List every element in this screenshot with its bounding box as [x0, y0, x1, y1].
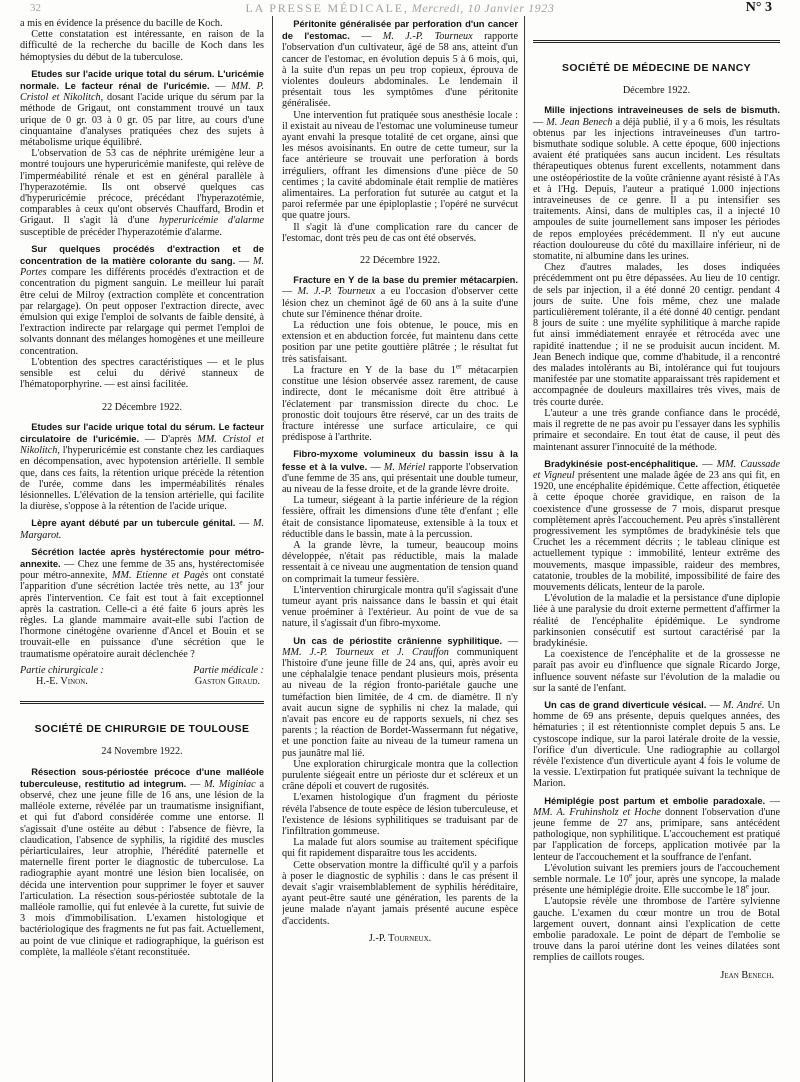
- paragraph-text: L'intervention chirurgicale montra qu'il s'agissait d'une tumeur ayant pris naissance dans le bassin et qui était venue proéminer à l'extérieur. Au point de vue de sa nature, il s'agissait d'un fibro-myxome.: [282, 584, 518, 630]
- paragraph-text: La réduction une fois obtenue, le pouce, mis en extension et en abduction forcée, fut maintenu dans cette position par une petite gouttière plâtrée ; le résultat fut très satisfaisant.: [282, 320, 518, 365]
- article-title: Mille injections intraveineuses de sels de bismuth.: [544, 104, 780, 116]
- paragraph-text: Il s'agit là d'une complication rare du cancer de l'estomac, dont très peu de cas ont été observés.: [282, 221, 518, 244]
- paragraph-text: présentent une malade âgée de 23 ans qui fit, en 1920, une encéphalite épidémique. Cette affection, étiquetée à cette époque chorée gravidique, en raison de la coexistence d'une grossesse de 7 mois, disparut presque complètement après l'accouchement. Peu après s'installèrent progressivement les symptômes de bradykinésie tels que Cruchet les a récemment décrits ; le tableau clinique est actuellement typique : immobilité, lenteur extrême des mouvements, masque impassible, raideur des membres, catatonie, troubles de la mobilité, impossibilité de faire des mouvements délicats, lenteur de la parole.: [533, 469, 780, 593]
- article-paragraph: [20, 68, 264, 148]
- journal-masthead: [0, 1, 800, 16]
- article-title: Résection sous-périostée précoce d'une malléole tuberculeuse, restitutio ad integrum.: [20, 765, 264, 789]
- section-signatures: [20, 665, 264, 687]
- paragraph-text: , dosant l'acide urique du sérum par la méthode de Grigaut, ont constamment trouvé un taux urique de 0 gr. 03 à 0 gr. 05 par litre, au cours d'une cinquantaine d'analyses pratiquées chez des sujets à métabolisme urique équilibré.: [20, 92, 264, 149]
- paragraph-text: jour.: [748, 885, 770, 897]
- article-paragraph: [282, 792, 518, 837]
- paragraph-text: jour, après une syncope, la malade présente une hémiplégie droite. Elle succombe le 18: [533, 874, 780, 897]
- paragraph-text: Cette observation montre la difficulté qu'il y a parfois à poser le diagnostic de syphilis : dans le cas présent il devait s'agir vraisemblablement de syphilis héréditaire, ayant peut-être sauté une génération, les parents de la jeune malade n'ayant jamais présenté aucune espèce d'accidents.: [282, 859, 518, 927]
- paragraph-text: La tumeur, siégeant à la partie inférieure de la région fessière, offrait les dimensions d'une tête d'enfant ; elle était de consistance lipomateuse, extensible à la toux et réductible dans le bassin, mate à la percussion.: [282, 495, 518, 540]
- article-title: Hémiplégie post partum et embolie paradoxale.: [544, 794, 766, 806]
- article-paragraph: [533, 408, 780, 453]
- article-paragraph: [282, 837, 518, 859]
- column-rule: [524, 16, 525, 1082]
- paragraph-text: rapporte l'observation d'une femme de 35 ans, qui présentait une double tumeur, au niveau de la fesse droite, et de la grande lèvre droite.: [282, 461, 518, 495]
- paragraph-text: Chez d'autres malades, les doses indiquées précédemment ont pu être dépassées. Au lieu de 10 centigr. de sels par injection, il a été donné 20 centigr. pendant 4 jours de suite. Une fois même, chez une malade particulièrement tolérante, il a été donné 40 centigr. pendant 8 jours de suite : une myélite syphilitique à marche rapide fut ainsi immédiatement enrayée et rétrocéda avec une rapidité inattendue ; il ne se produisit aucun incident. M. Jean Benech indique que, comme d'habitude, il a rencontré des malades intolérants au Bi, intolérance qui fut toujours manifestée par une stomatite apparaissant très rapidement et accompagnée de douleurs maxillaires très vives, mais de très courte durée.: [533, 262, 780, 408]
- session-date: 22 Décembre 1922.: [101, 401, 183, 413]
- article-title: Fracture en Y de la base du premier métacarpien.: [293, 274, 518, 286]
- article-title: Bradykinésie post-encéphalitique.: [544, 457, 699, 469]
- paragraph-text: communiquent l'histoire d'une jeune fille de 24 ans, qui, après avoir eu une céphalalgie tenace pendant plusieurs mois, présenta au niveau de la région fronto-pariétale gauche une tuméfaction bien limitée, de 4 cm. de diamètre. Il n'y avait aucun signe de syphilis ni chez la malade, qui n'avait pas encore eu de rapports sexuels, ni chez ses parents ; la réaction de Bordet-Wassermann fut négative, et une ponction faite au niveau de la tumeur ramena un pus jaunâtre mal lié.: [282, 646, 518, 759]
- column-3: [533, 18, 780, 1078]
- article-paragraph: [282, 274, 518, 320]
- article-paragraph: [533, 699, 780, 790]
- column-rule: [272, 16, 273, 1082]
- paragraph-text: Un homme de 69 ans présente, depuis quelques années, des hématuries ; il est rétentionniste complet depuis 5 ans. Le cystoscope indique, sur la paroi latérale droite de la vessie, l'orifice d'un diverticule. Une radiographie au collargol révèle l'existence d'un diverticule ayant 4 fois le volume de la vessie. L'extirpation fut pratiquée suivant la technique de Marion.: [533, 699, 780, 790]
- article-title: Fibro-myxome volumineux du bassin issu à la fesse et à la vulve.: [282, 448, 518, 472]
- paragraph-text: —: [533, 116, 547, 128]
- article-title: Sur quelques procédés d'extraction et de concentration de la matière colorante du sang.: [20, 242, 264, 267]
- article-paragraph: [533, 863, 780, 897]
- paragraph-text: —: [282, 286, 298, 298]
- article-authors: MM. J.-P. Tourneux et J. Crauffon: [282, 646, 449, 658]
- paragraph-text: —: [209, 81, 232, 93]
- article-paragraph: [533, 593, 780, 649]
- signature-label: Partie chirurgicale :: [20, 664, 104, 676]
- session-date: 24 Novembre 1922.: [101, 746, 183, 758]
- article-paragraph: [20, 766, 264, 958]
- superscript: e: [628, 871, 633, 880]
- article-authors: MM. Etienne et Pagès: [111, 570, 209, 582]
- article-paragraph: [20, 29, 264, 63]
- article-paragraph: [282, 635, 518, 759]
- column-2: [282, 18, 518, 1078]
- paragraph-text: L'observation de 53 cas de néphrite urémigène leur a montré toujours une hyperuricémie manifeste, qui relève de l'imperméabilité rénale et est en général parallèle à l'hyperazotémie. Ils ont observé quelques cas d'hyperuricémie précoce, précédant l'hyperazotémie, comparables à ceux qu'ont observés Chauffard, Brodin et Grigaut. Il s'agit là d'une: [20, 148, 264, 227]
- session-date: Décembre 1922.: [622, 85, 691, 97]
- issue-number: N° 3: [745, 0, 772, 15]
- paragraph-text: —: [698, 458, 717, 470]
- paragraph-text: susceptible de précéder l'hyperazotémie d'alarme.: [20, 226, 222, 238]
- article-title: Etudes sur l'acide urique total du sérum. Le facteur circulatoire de l'uricémie.: [20, 420, 264, 444]
- article-authors: M. André.: [722, 699, 765, 711]
- article-paragraph: [533, 795, 780, 863]
- paragraph-text: L'obtention des spectres caractéristiques — et le plus sensible est celui du dérivé stanneux de l'hématoporphyrine. — est ainsi facilitée.: [20, 356, 264, 391]
- paragraph-text: Cette constatation est intéressante, en raison de la difficulté de la recherche du bacille de Koch dans les hémoptysies du début de la tuberculose.: [20, 29, 264, 63]
- issue-date: Mercredi, 10 Janvier 1923: [411, 1, 555, 15]
- paragraph-text: ont constaté l'apparition d'une sécrétion lactée très nette, au 13: [20, 570, 264, 593]
- article-authors: MM. P. Cristol et Nikolitch: [20, 81, 264, 104]
- article-title: Lèpre ayant débuté par un tubercule génital.: [31, 517, 236, 529]
- article-authors: M. Margarot.: [20, 518, 264, 541]
- paragraph-text: La fracture en Y de la base du 1: [293, 364, 457, 376]
- signature-block: [20, 665, 142, 687]
- article-paragraph: [282, 362, 518, 444]
- superscript: er: [456, 362, 462, 371]
- signature: J.-P. Tourneux.: [368, 932, 432, 944]
- article-authors: MM. Caussade et Vigneul: [533, 458, 780, 481]
- paragraph-text: La coexistence de l'encéphalite et de la grossesse ne paraît pas avoir eu d'influence que signale Ricardo Jorge, influence souvent néfaste sur l'évolution de la maladie ou sur la santé de l'enfant.: [533, 649, 780, 694]
- signature-name: Gaston Giraud.: [194, 675, 260, 687]
- paragraph-text: La malade fut alors soumise au traitement spécifique qui fit rapidement disparaître tous les accidents.: [282, 837, 518, 860]
- article-paragraph: [533, 649, 780, 694]
- paragraph-text: —: [706, 699, 723, 711]
- article-paragraph: [20, 243, 264, 357]
- article-paragraph: [20, 18, 264, 29]
- article-paragraph: [20, 148, 264, 238]
- signature-label: Partie médicale :: [193, 664, 264, 676]
- article-authors: M. Miginiac: [204, 778, 256, 790]
- paragraph-text: a eu l'occasion d'observer cette lésion chez un cheminot âgé de 60 ans à la suite d'une chute sur l'éminence thénar droite.: [282, 286, 518, 320]
- article-paragraph: [20, 357, 264, 391]
- article-title: Un cas de grand diverticule vésical.: [544, 698, 707, 710]
- paragraph-text: L'autopsie révèle une thrombose de l'artère sylvienne gauche. L'examen du cœur montre un trou de Botal largement ouvert, donnant ainsi l'explication de cette embolie paradoxale. Le point de départ de l'embolie se trouve dans la paroi utérine dont les veines dilatées sont remplies de caillots rouges.: [533, 896, 780, 964]
- paragraph-text: —: [235, 256, 253, 268]
- superscript: e: [239, 578, 243, 587]
- journal-name: LA PRESSE MÉDICALE,: [245, 1, 409, 15]
- article-paragraph: [282, 860, 518, 927]
- paragraph-text: —: [349, 31, 383, 43]
- article-title: Sécrétion lactée après hystérectomie pour métro-annexite.: [20, 545, 264, 569]
- paragraph-text: , l'hyperuricémie est constante chez les cardiaques en décompensation, avec hypotension artérielle. Il semble que, dans ces faits, la rétention urique précède la rétention de l'urée, comme dans les imperméabilités rénales lésionnelles. L'élévation de la tension artérielle, qui facilite la diurèse, s'oppose à la rétention de l'acide urique.: [20, 445, 264, 513]
- article-paragraph: [533, 262, 780, 408]
- paragraph-text: a observé, chez une jeune fille de 16 ans, une lésion de la malléole externe, révélée par un traumatisme insignifiant, et qui fut d'abord considérée comme une entorse. Il s'agissait d'une ostéite au début : l'absence de fièvre, la claudication, l'absence de syphilis, la rigidité des muscles périarticulaires, leur atrophie, l'hérédité paternelle et maternelle firent porter le diagnostic de tuberculose. La radiographie ayant montré une lésion bien localisée, on décida une intervention pour supprimer le foyer et sauver l'articulation. La résection sous-périostée subtotale de la malléole ramollie, qui fut enlevée à la curette, fut suivie de 3 mois d'immobilisation. L'examen histologique et bactériologique des fragments ne fut pas fait. Actuellement, au point de vue clinique et radiographique, la guérison est complète, la malléole s'étant reconstituée.: [20, 778, 264, 958]
- paragraph-text: métacarpien constitue une lésion observée assez rarement, de cause indirecte, dont le mécanisme doit être attribué à l'éclatement par transmission directe du choc. Le pronostic doit toujours être réservé, car un des traits de fracture intéresse une surface articulaire, ce qui prédispose à l'arthrite.: [282, 364, 518, 444]
- paragraph-text: —: [367, 461, 384, 473]
- article-authors: M. Mériel: [383, 461, 426, 473]
- paragraph-text: —: [765, 795, 780, 807]
- society-heading: SOCIÉTÉ DE CHIRURGIE DE TOULOUSE: [20, 701, 264, 735]
- paragraph-text: rapporte l'observation d'un cultivateur, âgé de 58 ans, atteint d'un cancer de l'estomac, en évolution depuis 5 à 6 mois, qui, à la suite d'un repas un peu trop copieux, éprouva de violentes douleurs abdominales. Le lendemain il présentait tous les symptômes d'une péritonite généralisée.: [282, 31, 518, 110]
- article-authors: MM. A. Fruhinsholz et Hoche: [533, 806, 661, 818]
- paragraph-text: donnent l'observation d'une jeune femme de 27 ans, primipare, sans antécédent pathologique, non syphilitique. L'accouchement est pratiqué par l'application de forceps, application motivée par la lenteur de l'accouchement et la souffrance de l'enfant.: [533, 806, 780, 863]
- emphasis-text: hyperuricémie d'alarme: [159, 215, 264, 227]
- paragraph-text: Une exploration chirurgicale montra que la collection purulente siégeait entre un périoste dur et scléreux et un crâne dépoli et couvert de rugosités.: [282, 758, 518, 793]
- article-paragraph: [282, 18, 518, 110]
- article-title: Etudes sur l'acide urique total du sérum. L'uricémie normale. Le facteur rénal de l'uricémie.: [20, 67, 264, 92]
- article-paragraph: [20, 421, 264, 513]
- paragraph-text: —: [186, 778, 205, 790]
- paragraph-text: —: [235, 518, 253, 530]
- article-authors: MM. Cristol et Nikolitch: [20, 433, 264, 457]
- signature-name: H.-E. Vinon.: [36, 675, 88, 687]
- signature-block: [142, 665, 264, 687]
- paragraph-text: compare les différents procédés d'extraction et de concentration du pigment sanguin. Le meilleur lui paraît être celui de Milroy (extraction complète et concentration par relargage). On peut opposer l'extraction directe, avec émulsion qui exige l'emploi de solvants de faible densité, à l'extraction indirecte par relargage qui permet l'emploi de solvants donnant des mélanges homogènes et une meilleure concentration.: [20, 267, 264, 357]
- article-paragraph: [282, 585, 518, 630]
- page-number: 32: [30, 2, 41, 14]
- paragraph-text: Une intervention fut pratiquée sous anesthésie locale : il existait au niveau de l'estomac une volumineuse tumeur ayant envahi la presque totalité de cet organe, ainsi que les mésos avoisinants. En outre de cette tumeur, sur la face antérieure se trouvait une perforation à bords irréguliers, offrant les dimensions d'une pièce de 50 centimes ; la cavité abdominale était remplie de matières alimentaires. La perforation fut suturée au catgut et la paroi refermée par une épiploplastie ; l'opéré ne survécut que quatre jours.: [282, 109, 518, 222]
- signature: Jean Benech.: [720, 969, 774, 981]
- article-paragraph: [282, 320, 518, 365]
- column-1: [20, 18, 264, 1078]
- article-paragraph: [533, 896, 780, 963]
- article-paragraph: [533, 104, 780, 262]
- paragraph-text: jour après l'intervention. Ce fait est tout à fait exceptionnel après la castration. Celle-ci a été faite 6 jours après les règles. La glande mammaire avait-elle subi l'action de l'hormone cinétogène ovarienne d'Ancel et Bouin et se trouvait-elle en puissance d'une sécrétion que le traumatisme opératoire aurait déclenchée ?: [20, 581, 264, 660]
- article-paragraph: [20, 517, 264, 540]
- paragraph-text: L'examen histologique d'un fragment du périoste révéla l'absence de toute espèce de lésion tuberculeuse, et l'existence de lésions syphilitiques se traduisant par de l'infiltration gommeuse.: [282, 792, 518, 838]
- article-authors: M. Portes: [20, 256, 264, 279]
- article-authors: M. J.-P. Tourneux: [382, 31, 473, 43]
- article-paragraph: [282, 110, 518, 222]
- session-date: 22 Décembre 1922.: [359, 255, 441, 267]
- paragraph-text: a mis en évidence la présence du bacille de Koch.: [20, 18, 223, 29]
- paragraph-text: — Chez une femme de 35 ans, hystérectomisée pour métro-annexite,: [20, 558, 264, 582]
- paragraph-text: a déjà publié, il y a 6 mois, les résultats obtenus par les injections intraveineuses d'un tartro-bismuthate sodique soluble. A cette époque, 600 injections avaient été pratiquées sans aucun incident. Les résultats thérapeutiques obtenus furent excellents, notamment dans une ostéopériostite de la voûte crânienne ayant résisté à l'As et à l'Hg. Depuis, l'auteur a pratiqué 1.000 injections intraveineuses de ce genre. Il a pu intensifier ses traitements. Ainsi, dans de multiples cas, il a injecté 10 ampoules de suite journellement sans imposer les périodes de repos employées précédemment. Il n'y eut aucune réaction douloureuse du côté du maxillaire inférieur, ni de stomatite, ni albumine dans les urines.: [533, 116, 780, 263]
- paragraph-text: L'auteur a une très grande confiance dans le procédé, mais il regrette de ne pas avoir pu l'essayer dans les syphilis primaire et secondaire. En tout état de cause, il peut dès maintenant assurer l'innocuité de la méthode.: [533, 407, 780, 453]
- superscript: e: [745, 882, 749, 891]
- article-title: Un cas de périostite crânienne syphilitique.: [293, 634, 503, 646]
- article-paragraph: [282, 540, 518, 585]
- article-paragraph: [282, 495, 518, 540]
- article-paragraph: [282, 448, 518, 495]
- article-authors: M. Jean Benech: [546, 116, 613, 128]
- paragraph-text: A la grande lèvre, la tumeur, beaucoup moins développée, n'était pas réductible, mais la malade ressentait à ce niveau une augmentation de tension quand on comprimait la tumeur fessière.: [282, 539, 518, 585]
- article-paragraph: [533, 458, 780, 593]
- running-header: [0, 0, 800, 17]
- society-heading: SOCIÉTÉ DE MÉDECINE DE NANCY: [533, 40, 780, 74]
- article-paragraph: [282, 222, 518, 244]
- paragraph-text: L'évolution suivant les premiers jours de l'accouchement semble normale. Le 10: [533, 862, 780, 886]
- paragraph-text: — D'après: [139, 433, 198, 445]
- paragraph-text: —: [502, 635, 518, 647]
- paragraph-text: L'évolution de la maladie et la persistance d'une diplopie liée à une paralysie du droit externe permettent d'affirmer la réalité de l'encéphalite épidémique. Le syndrome parkinsonien consécutif est surtout caractérisé par la bradykinésie.: [533, 593, 780, 649]
- article-paragraph: [20, 546, 264, 660]
- article-authors: M. J.-P. Tourneux: [297, 286, 376, 298]
- article-title: Péritonite généralisée par perforation d'un cancer de l'estomac.: [282, 18, 518, 42]
- article-paragraph: [282, 759, 518, 793]
